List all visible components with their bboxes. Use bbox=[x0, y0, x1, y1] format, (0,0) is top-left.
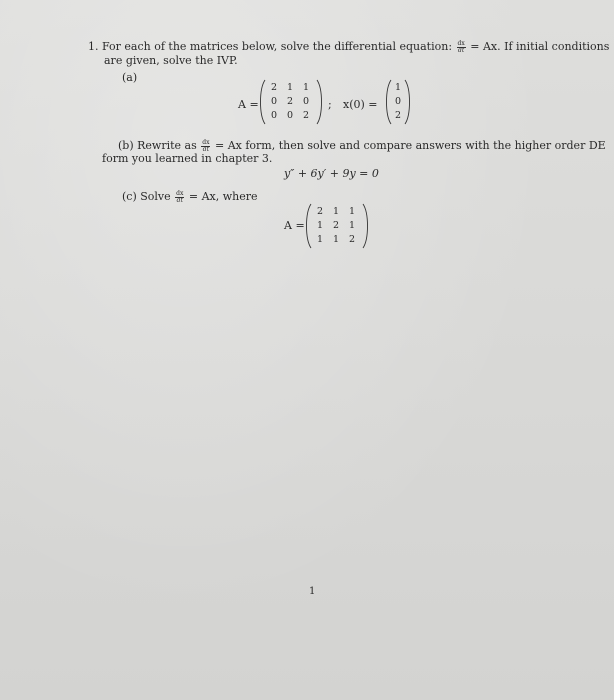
matrix-cell: 2 bbox=[316, 206, 324, 217]
part-b-line1: (b) Rewrite as $\frac{dx}{dt}$ = Ax form, then solve and compare answers with the higher order DE bbox=[118, 138, 606, 153]
vector-cell: 0 bbox=[394, 96, 402, 107]
matrix-cell: 0 bbox=[270, 96, 278, 107]
problem-intro-line2: are given, solve the IVP. bbox=[104, 54, 238, 67]
part-c-line: (c) Solve $\frac{dx}{dt}$ = Ax, where bbox=[122, 189, 258, 204]
part-a-matrix-label: A = bbox=[238, 98, 259, 111]
right-paren bbox=[362, 203, 370, 249]
matrix-cell: 2 bbox=[286, 96, 294, 107]
dxdt-fraction: $\frac{dx}{dt}$ bbox=[176, 189, 184, 204]
matrix-cell: 2 bbox=[332, 220, 340, 231]
matrix-cell: 1 bbox=[286, 82, 294, 93]
matrix-cell: 2 bbox=[302, 110, 310, 121]
part-b-equation: y″ + 6y′ + 9y = 0 bbox=[284, 167, 379, 180]
matrix-cell: 1 bbox=[316, 220, 324, 231]
right-paren bbox=[316, 79, 324, 125]
part-c-matrix bbox=[304, 203, 370, 249]
dxdt-fraction: $\frac{dx}{dt}$ bbox=[202, 138, 210, 153]
part-a-label: (a) bbox=[122, 71, 138, 84]
matrix-cell: 1 bbox=[348, 220, 356, 231]
x0-vector bbox=[384, 79, 412, 125]
vector-cell: 2 bbox=[394, 110, 402, 121]
matrix-cell: 1 bbox=[332, 206, 340, 217]
part-b-line2: form you learned in chapter 3. bbox=[102, 152, 273, 165]
intro-text: For each of the matrices below, solve the differential equation: bbox=[102, 40, 453, 53]
matrix-cell: 1 bbox=[348, 206, 356, 217]
x0-label: x(0) = bbox=[343, 98, 378, 111]
matrix-cell: 0 bbox=[286, 110, 294, 121]
part-a-separator: ; bbox=[328, 98, 332, 111]
matrix-cell: 2 bbox=[270, 82, 278, 93]
right-paren bbox=[404, 79, 412, 125]
matrix-cell: 1 bbox=[316, 234, 324, 245]
matrix-cell: 2 bbox=[348, 234, 356, 245]
intro-eq-rhs: Ax. If initial conditions bbox=[482, 40, 610, 53]
vector-cell: 1 bbox=[394, 82, 402, 93]
matrix-cell: 0 bbox=[302, 96, 310, 107]
left-paren bbox=[384, 79, 392, 125]
part-c-matrix-label: A = bbox=[284, 219, 305, 232]
left-paren bbox=[304, 203, 312, 249]
problem-intro-line1: 1. For each of the matrices below, solve the differential equation: $\frac{dx}{dt}$ = Ax. If initial conditions bbox=[88, 39, 610, 54]
part-a-matrix bbox=[258, 79, 324, 125]
matrix-cell: 1 bbox=[332, 234, 340, 245]
page-number: 1 bbox=[309, 586, 316, 597]
matrix-cell: 0 bbox=[270, 110, 278, 121]
dxdt-fraction: $\frac{dx}{dt}$ bbox=[457, 39, 465, 54]
matrix-cell: 1 bbox=[302, 82, 310, 93]
left-paren bbox=[258, 79, 266, 125]
problem-number: 1. bbox=[88, 40, 99, 53]
